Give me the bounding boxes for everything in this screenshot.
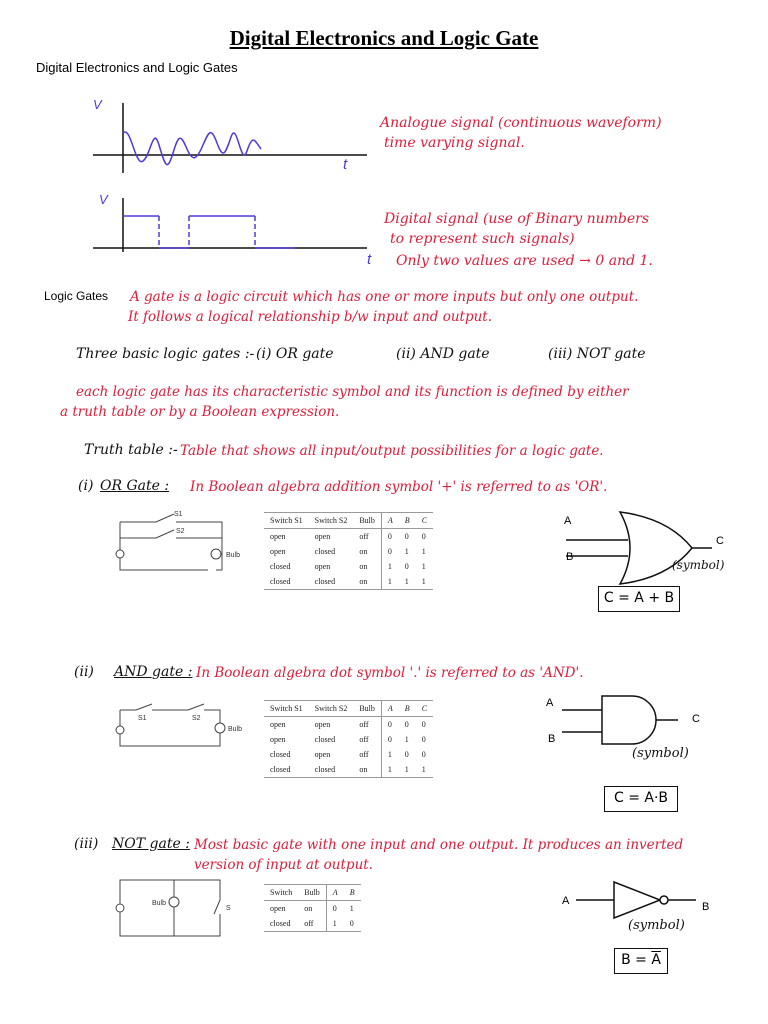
or-table-cell: open bbox=[270, 532, 286, 541]
or-table-row bbox=[264, 559, 433, 574]
or-bulb-label: Bulb bbox=[226, 552, 241, 559]
or-s1-label: S1 bbox=[174, 511, 183, 518]
and-table-cell: off bbox=[359, 750, 369, 759]
or-in-b: B bbox=[566, 551, 574, 563]
or-table-cell: closed bbox=[314, 547, 336, 556]
not-table-cell: closed bbox=[264, 916, 298, 932]
not-table-cell: off bbox=[298, 916, 326, 932]
analog-t-label: t bbox=[343, 156, 348, 173]
or-gate-symbol bbox=[556, 506, 746, 586]
and-table-cell: closed bbox=[270, 750, 291, 759]
and-formula: C = A·B bbox=[604, 786, 678, 812]
and-switch-s2 bbox=[188, 704, 204, 710]
or-bulb-icon bbox=[211, 549, 221, 559]
not-body-shape bbox=[614, 882, 660, 918]
not-bulb-label: Bulb bbox=[152, 900, 167, 907]
or-table-header: Switch S1 bbox=[264, 513, 309, 529]
and-table-cell: 1 bbox=[381, 747, 398, 762]
or-gate-name: OR Gate : bbox=[100, 478, 170, 494]
or-table-header: A bbox=[381, 513, 398, 529]
and-table-cell: closed bbox=[264, 762, 309, 778]
not-bubble bbox=[660, 896, 668, 904]
basic-gate-or: (i) OR gate bbox=[256, 346, 334, 362]
not-table-header: Switch bbox=[264, 885, 298, 901]
or-table-row bbox=[264, 529, 433, 545]
analog-signal-graph bbox=[85, 95, 375, 175]
symbol-def-2: a truth table or by a Boolean expression. bbox=[60, 404, 340, 420]
and-table-cell: off bbox=[359, 720, 369, 729]
truth-table-label: Truth table :- bbox=[84, 442, 178, 458]
and-table-cell: 0 bbox=[404, 750, 409, 759]
and-table-header: Switch S1 bbox=[264, 701, 309, 717]
basic-gates-intro: Three basic logic gates :- bbox=[76, 346, 255, 362]
digital-note-1: Digital signal (use of Binary numbers bbox=[384, 211, 650, 227]
or-table-cell: 1 bbox=[416, 574, 433, 590]
digital-note-3: Only two values are used → 0 and 1. bbox=[396, 253, 653, 269]
and-body-shape bbox=[602, 696, 656, 744]
not-circuit-diagram bbox=[112, 876, 242, 940]
or-table-cell: on bbox=[359, 562, 368, 571]
and-table-cell: off bbox=[359, 735, 369, 744]
or-table-cell: 1 bbox=[399, 574, 416, 590]
and-table-header: Switch S2 bbox=[309, 701, 354, 717]
or-table-cell: closed bbox=[309, 574, 354, 590]
logic-gates-def-1: A gate is a logic circuit which has one or more inputs but only one output. bbox=[130, 289, 639, 305]
and-table-cell: open bbox=[314, 720, 331, 729]
and-table-cell: open bbox=[270, 720, 286, 729]
not-table-header: A bbox=[326, 885, 343, 901]
and-bulb-label: Bulb bbox=[228, 726, 243, 733]
or-formula: C = A + B bbox=[598, 586, 680, 612]
and-table-row bbox=[264, 717, 433, 733]
or-gate-num: (i) bbox=[78, 478, 94, 494]
not-gate-name: NOT gate : bbox=[112, 836, 190, 852]
not-table-cell: 0 bbox=[326, 901, 343, 917]
or-table-cell: 0 bbox=[404, 562, 409, 571]
digital-t-label: t bbox=[367, 251, 372, 268]
digital-transitions bbox=[159, 216, 255, 248]
or-table-header: C bbox=[416, 513, 433, 529]
not-formula-lhs: B = bbox=[621, 952, 652, 968]
and-circuit-diagram bbox=[112, 700, 252, 752]
basic-gate-and: (ii) AND gate bbox=[396, 346, 490, 362]
and-inputs bbox=[562, 710, 602, 732]
and-table-header: Bulb bbox=[353, 701, 381, 717]
or-table-cell: open bbox=[314, 562, 331, 571]
and-table-cell: 0 bbox=[381, 732, 398, 747]
or-table-header: Bulb bbox=[353, 513, 381, 529]
or-table-cell: 0 bbox=[381, 544, 398, 559]
and-table-cell: 0 bbox=[421, 735, 426, 744]
not-table-row bbox=[264, 916, 361, 932]
and-in-b: B bbox=[548, 733, 556, 745]
and-table-cell: 1 bbox=[399, 762, 416, 778]
and-table-cell: open bbox=[270, 735, 286, 744]
symbol-def-1: each logic gate has its characteristic symbol and its function is defined by either bbox=[76, 384, 629, 400]
or-symbol-label: (symbol) bbox=[672, 558, 725, 572]
not-table-header: Bulb bbox=[298, 885, 326, 901]
or-table-cell: closed bbox=[270, 562, 291, 571]
and-table-cell: 0 bbox=[421, 720, 426, 729]
page-subtitle: Digital Electronics and Logic Gates bbox=[36, 60, 238, 75]
or-table-cell: 1 bbox=[381, 574, 398, 590]
not-gate-num: (iii) bbox=[74, 836, 99, 852]
or-circuit-diagram bbox=[112, 508, 252, 578]
or-switch-s2 bbox=[156, 530, 174, 538]
and-symbol-label: (symbol) bbox=[632, 746, 689, 761]
page-title: Digital Electronics and Logic Gate bbox=[229, 26, 539, 50]
and-table-cell: 0 bbox=[421, 750, 426, 759]
not-table-cell: 1 bbox=[349, 904, 354, 913]
not-table-header: B bbox=[344, 885, 361, 901]
logic-gates-def-2: It follows a logical relationship b/w input and output. bbox=[128, 309, 492, 325]
or-in-a: A bbox=[564, 515, 572, 527]
or-table-header: Switch S2 bbox=[309, 513, 354, 529]
and-out-c: C bbox=[692, 713, 700, 725]
not-formula bbox=[614, 948, 668, 974]
and-gate-name: AND gate : bbox=[114, 664, 193, 680]
or-table-cell: 1 bbox=[404, 547, 409, 556]
digital-signal-graph bbox=[85, 192, 380, 270]
and-s2-label: S2 bbox=[192, 715, 201, 722]
truth-table-def: Table that shows all input/output possibilities for a logic gate. bbox=[180, 443, 604, 459]
or-gate-desc: In Boolean algebra addition symbol '+' is referred to as 'OR'. bbox=[190, 479, 608, 495]
and-in-a: A bbox=[546, 697, 554, 709]
not-bulb-icon bbox=[169, 897, 179, 907]
and-table-cell: open bbox=[314, 750, 331, 759]
analog-waveform bbox=[123, 132, 261, 165]
not-symbol-label: (symbol) bbox=[628, 918, 685, 933]
analog-note-2: time varying signal. bbox=[384, 135, 525, 151]
analog-note-1: Analogue signal (continuous waveform) bbox=[380, 115, 662, 131]
and-source-icon bbox=[116, 726, 124, 734]
or-table-cell: 0 bbox=[421, 532, 426, 541]
or-source-icon bbox=[116, 550, 124, 558]
not-table-row bbox=[264, 901, 361, 917]
not-truth-table bbox=[264, 884, 361, 932]
or-table-cell: 1 bbox=[381, 559, 398, 574]
digital-note-2: to represent such signals) bbox=[390, 231, 575, 247]
analog-v-label: V bbox=[93, 97, 102, 112]
and-table-cell: 0 bbox=[381, 717, 398, 733]
not-in-a: A bbox=[562, 895, 570, 907]
or-table-cell: closed bbox=[264, 574, 309, 590]
logic-gates-label: Logic Gates bbox=[44, 289, 109, 303]
and-table-cell: 1 bbox=[404, 735, 409, 744]
not-out-b: B bbox=[702, 901, 710, 913]
or-table-cell: on bbox=[353, 574, 381, 590]
and-bulb-icon bbox=[215, 723, 225, 733]
or-table-cell: open bbox=[314, 532, 331, 541]
or-table-cell: 0 bbox=[404, 532, 409, 541]
or-table-cell: on bbox=[359, 547, 368, 556]
and-table-cell: 0 bbox=[404, 720, 409, 729]
and-table-cell: closed bbox=[309, 762, 354, 778]
or-s2-label: S2 bbox=[176, 528, 185, 535]
digital-v-label: V bbox=[99, 192, 108, 207]
not-source-icon bbox=[116, 904, 124, 912]
and-s1-label: S1 bbox=[138, 715, 147, 722]
and-gate-desc: In Boolean algebra dot symbol '.' is referred to as 'AND'. bbox=[196, 665, 584, 681]
or-table-cell: open bbox=[270, 547, 286, 556]
not-table-cell: on bbox=[304, 904, 313, 913]
not-table-cell: open bbox=[270, 904, 286, 913]
not-gate-desc-2: version of input at output. bbox=[194, 857, 373, 873]
and-switch-s1 bbox=[136, 704, 152, 710]
and-table-cell: 1 bbox=[416, 762, 433, 778]
not-s-label: S bbox=[226, 905, 231, 912]
or-table-cell: 1 bbox=[421, 562, 426, 571]
or-table-cell: off bbox=[359, 532, 369, 541]
not-table-cell: 1 bbox=[326, 916, 343, 932]
and-table-row bbox=[264, 747, 433, 762]
and-gate-symbol bbox=[540, 692, 720, 756]
and-table-cell: on bbox=[353, 762, 381, 778]
and-table-header: C bbox=[416, 701, 433, 717]
and-table-header: B bbox=[399, 701, 416, 717]
and-table-cell: closed bbox=[314, 735, 336, 744]
or-body-shape bbox=[620, 512, 692, 584]
and-table-row bbox=[264, 732, 433, 747]
or-inputs bbox=[566, 540, 628, 556]
and-gate-num: (ii) bbox=[74, 664, 94, 680]
or-table-header: B bbox=[399, 513, 416, 529]
or-out-c: C bbox=[716, 535, 724, 547]
or-table-row bbox=[264, 544, 433, 559]
and-table-row bbox=[264, 762, 433, 778]
or-table-cell: 1 bbox=[421, 547, 426, 556]
or-truth-table bbox=[264, 512, 433, 590]
and-table-header: A bbox=[381, 701, 398, 717]
and-table-cell: 1 bbox=[381, 762, 398, 778]
or-table-row bbox=[264, 574, 433, 590]
or-table-cell: 0 bbox=[381, 529, 398, 545]
not-table-cell: 0 bbox=[344, 916, 361, 932]
not-gate-desc-1: Most basic gate with one input and one output. It produces an inverted bbox=[194, 837, 684, 853]
and-truth-table bbox=[264, 700, 433, 778]
not-formula-rhs: $\overline{A}$ bbox=[651, 952, 661, 968]
or-switch-s1 bbox=[156, 514, 174, 522]
basic-gate-not: (iii) NOT gate bbox=[548, 346, 646, 362]
